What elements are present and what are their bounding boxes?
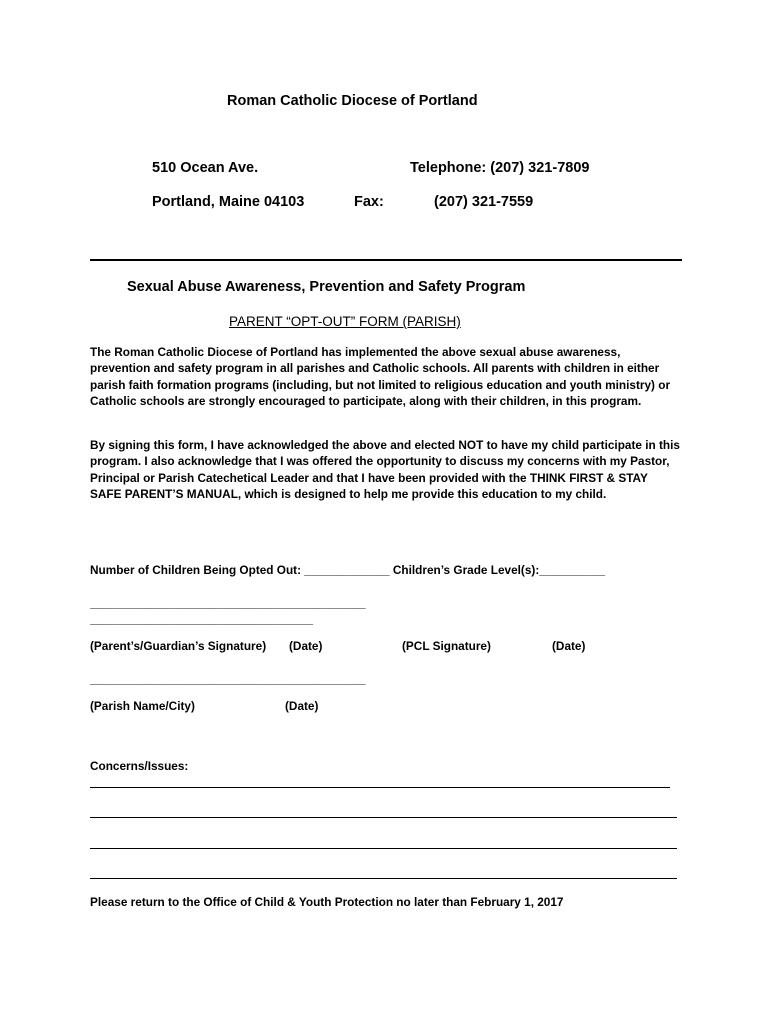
concerns-label: Concerns/Issues:	[90, 759, 189, 773]
address-line-2: Portland, Maine 04103	[152, 194, 305, 210]
header-divider	[90, 259, 682, 261]
program-title: Sexual Abuse Awareness, Prevention and Safety Program	[127, 279, 526, 295]
return-notice: Please return to the Office of Child & Youth Protection no later than February 1, 2017	[90, 895, 564, 909]
opt-out-count-field[interactable]: Number of Children Being Opted Out: _____________ Children’s Grade Level(s):__________	[90, 563, 605, 577]
diocese-title: Roman Catholic Diocese of Portland	[227, 93, 478, 109]
fax-number: (207) 321-7559	[434, 194, 534, 210]
concerns-line[interactable]	[90, 817, 677, 818]
address-line-1: 510 Ocean Ave.	[152, 160, 259, 176]
date-label: (Date)	[285, 699, 319, 713]
date-label: (Date)	[289, 639, 323, 653]
concerns-line[interactable]	[90, 878, 677, 879]
pcl-signature-label: (PCL Signature)	[402, 639, 491, 653]
parish-name-label: (Parish Name/City)	[90, 699, 195, 713]
fax-label: Fax:	[354, 194, 384, 210]
parish-line[interactable]: __________________________________________	[90, 672, 366, 686]
concerns-line[interactable]	[90, 848, 677, 849]
concerns-line[interactable]	[90, 787, 670, 788]
intro-paragraph: The Roman Catholic Diocese of Portland has implemented the above sexual abuse awareness, prevention and safety program in all parishes and Catholic schools. All parents with children in either parish faith formation programs (including, but not limited to religious education and youth ministry) or Catholic schools are strongly encouraged to participate, along with their children, in this program.	[90, 345, 671, 408]
parent-signature-label: (Parent’s/Guardian’s Signature)	[90, 639, 267, 653]
telephone: Telephone: (207) 321-7809	[410, 160, 590, 176]
date-label: (Date)	[552, 639, 586, 653]
form-title: PARENT “OPT-OUT” FORM (PARISH)	[229, 314, 461, 329]
acknowledgement-paragraph: By signing this form, I have acknowledged the above and elected NOT to have my child participate in this program. I also acknowledge that I was offered the opportunity to discuss my concerns with my Pastor, Principal or Parish Catechetical Leader and that I have been provided with the THINK FIRST & STAY SAFE PARENT’S MANUAL, which is designed to help me provide this education to my child.	[90, 438, 680, 501]
signature-line[interactable]: __________________________________________	[90, 596, 366, 610]
signature-line[interactable]: __________________________________	[90, 612, 314, 626]
